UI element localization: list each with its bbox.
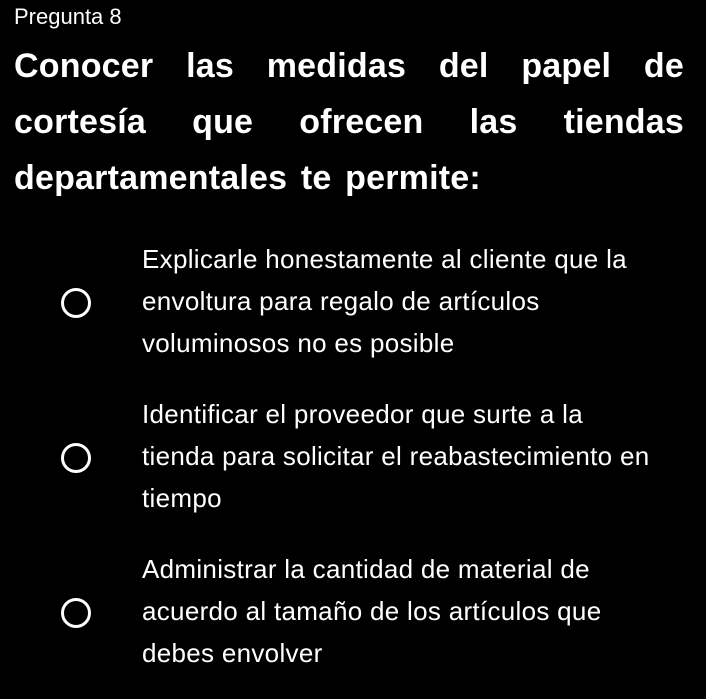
option-2[interactable] — [0, 389, 706, 535]
option-label-3: Administrar la cantidad de material de acuerdo al tamaño de los artículos que debes envolver — [142, 554, 602, 668]
radio-button-option-3[interactable] — [61, 598, 91, 628]
question-number: Pregunta 8 — [14, 4, 122, 29]
option-1[interactable] — [0, 234, 706, 380]
options-list — [0, 234, 706, 699]
question-text: Conocer las medidas del papel de cortesía que ofrecen las tiendas departamentales te permite: — [14, 47, 684, 197]
option-3[interactable] — [0, 544, 706, 690]
option-label-2: Identificar el proveedor que surte a la tienda para solicitar el reabastecimiento en tiempo — [142, 399, 650, 513]
radio-button-option-1[interactable] — [61, 288, 91, 318]
radio-button-option-2[interactable] — [61, 443, 91, 473]
option-label-1: Explicarle honestamente al cliente que la envoltura para regalo de artículos voluminosos no es posible — [142, 244, 627, 358]
